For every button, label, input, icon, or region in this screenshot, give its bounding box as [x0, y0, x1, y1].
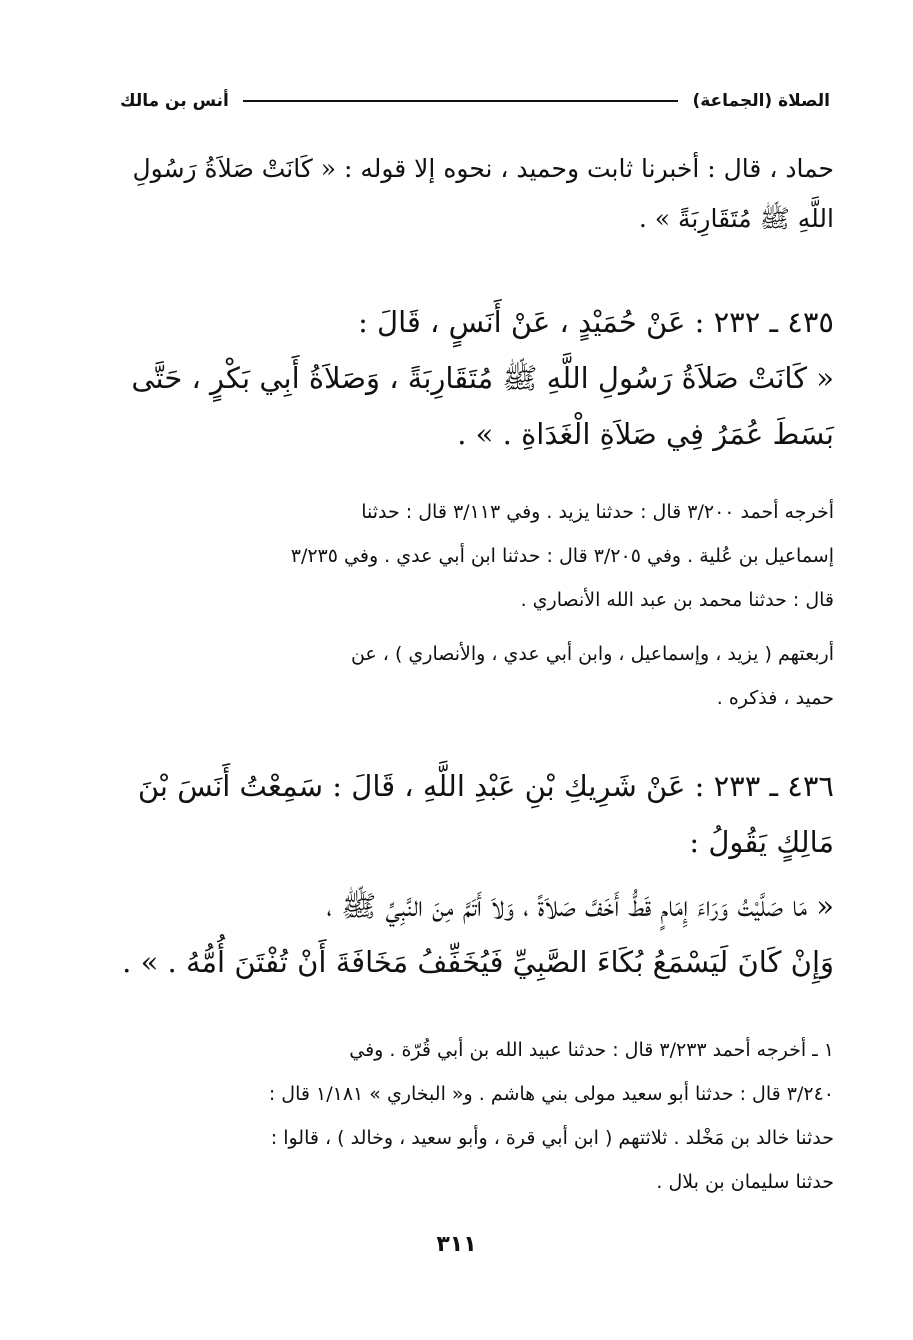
chapter-title: أنس بن مالك [120, 91, 229, 111]
text-line: حماد ، قال : أخبرنا ثابت وحميد ، نحوه إلا قوله : « كَانَتْ صَلاَةُ رَسُولِ [132, 154, 834, 183]
hadith-436-isnad [118, 758, 834, 870]
header-rule [243, 100, 679, 102]
hadith-heading: ٤٣٦ ـ ٢٣٣ : عَنْ شَرِيكِ بْنِ عَبْدِ اللَّهِ ، قَالَ : سَمِعْتُ أَنَسَ بْنَ [137, 769, 834, 803]
note-line: أربعتهم ( يزيد ، وإسماعيل ، وابن أبي عدي ، والأنصاري ) ، عن [350, 643, 834, 665]
running-header [120, 88, 830, 114]
note-line: حدثنا خالد بن مَخْلد . ثلاثتهم ( ابن أبي قرة ، وأبو سعيد ، وخالد ) ، قالوا : [270, 1127, 834, 1149]
hadith-436-matn [118, 878, 834, 990]
hadith-text-line: « كَانَتْ صَلاَةُ رَسُولِ اللَّهِ ﷺ مُتَقَارِبَةً ، وَصَلاَةُ أَبِي بَكْرٍ ، حَتَّى [131, 361, 834, 395]
takhrij-note [118, 632, 834, 720]
note-line: قال : حدثنا محمد بن عبد الله الأنصاري . [520, 589, 834, 611]
hadith-435 [118, 294, 834, 462]
hadith-text-line: بَسَطَ عُمَرُ فِي صَلاَةِ الْغَدَاةِ . » . [457, 417, 834, 451]
note-line: ٣/٢٤٠ قال : حدثنا أبو سعيد مولى بني هاشم . و« البخاري » ١/١٨١ قال : [268, 1083, 834, 1105]
note-line: ١ ـ أخرجه أحمد ٣/٢٣٣ قال : حدثنا عبيد الله بن أبي قُرّة . وفي [349, 1039, 834, 1061]
takhrij-note [118, 1028, 834, 1204]
hadith-text-line: وَإِنْ كَانَ لَيَسْمَعُ بُكَاءَ الصَّبِيِّ فَيُخَفِّفُ مَخَافَةَ أَنْ تُفْتَنَ أُمُّهُ . » . [122, 945, 834, 979]
section-title: الصلاة (الجماعة) [692, 91, 830, 111]
takhrij-note [118, 490, 834, 622]
continuation-paragraph [118, 144, 834, 244]
note-line: حميد ، فذكره . [716, 687, 834, 709]
note-line: حدثنا سليمان بن بلال . [656, 1171, 834, 1193]
note-line: أخرجه أحمد ٣/٢٠٠ قال : حدثنا يزيد . وفي ٣/١١٣ قال : حدثنا [361, 501, 834, 523]
text-line: اللَّهِ ﷺ مُتَقَارِبَةً » . [638, 204, 834, 233]
page-number: ٣١١ [436, 1232, 477, 1257]
note-line: إسماعيل بن عُلية . وفي ٣/٢٠٥ قال : حدثنا ابن أبي عدي . وفي ٣/٢٣٥ [290, 545, 834, 567]
hadith-text-line: « مَا صَلَّيْتُ وَرَاءَ إِمَامٍ قَطُّ أَخَفَّ صَلاَةً ، وَلاَ أَتَمَّ مِنَ النَّبِيِّ ﷺ ، [326, 889, 834, 923]
hadith-text-line: مَالِكٍ يَقُولُ : [689, 825, 834, 859]
hadith-heading: ٤٣٥ ـ ٢٣٢ : عَنْ حُمَيْدٍ ، عَنْ أَنَسٍ ، قَالَ : [358, 305, 834, 339]
